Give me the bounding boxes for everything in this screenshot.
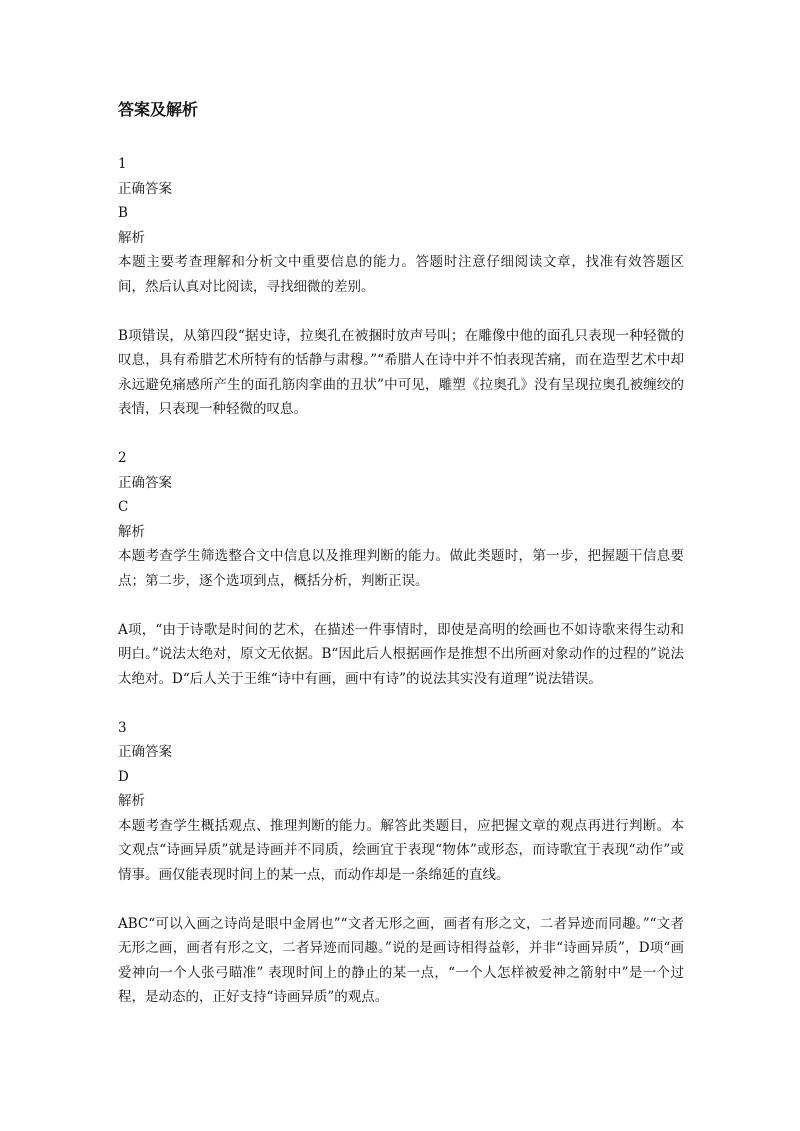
analysis-label: 解析 bbox=[118, 523, 145, 540]
question-block-3 bbox=[118, 716, 684, 1010]
answer-label: 正确答案 bbox=[118, 744, 172, 760]
answer-value: D bbox=[118, 768, 129, 785]
analysis-detail: ABC“可以入画之诗尚是眼中金屑也”“文者无形之画，画者有形之文，二者异迹而同趣。”“文者无形之画，画者有形之文，二者异迹而同趣。”说的是画诗相得益彰，并非“诗画异质”，D项“画爱神向一个人张弓瞄准” 表现时间上的静止的某一点，“一个人怎样被爱神之箭射中”是一个过程，是动态的，正好支持“诗画异质”的观点。 bbox=[118, 915, 684, 1005]
question-number: 1 bbox=[118, 156, 127, 172]
question-number: 3 bbox=[118, 719, 127, 736]
analysis-text: 本题主要考查理解和分析文中重要信息的能力。答题时注意仔细阅读文章，找准有效答题区间，然后认真对比阅读，寻找细微的差别。 bbox=[118, 254, 684, 295]
analysis-detail: A项，“由于诗歌是时间的艺术，在描述一件事情时，即使是高明的绘画也不如诗歌来得生动和明白。”说法太绝对，原文无依据。B“因此后人根据画作是推想不出所画对象动作的过程的”说法太绝对。D“后人关于王维“诗中有画，画中有诗”的说法其实没有道理”说法错误。 bbox=[118, 621, 684, 687]
analysis-text: 本题考查学生筛选整合文中信息以及推理判断的能力。做此类题时，第一步，把握题干信息要点；第二步，逐个选项到点，概括分析，判断正误。 bbox=[118, 548, 684, 589]
question-block-1 bbox=[118, 152, 684, 422]
answer-label: 正确答案 bbox=[118, 474, 172, 491]
analysis-text: 本题考查学生概括观点、推理判断的能力。解答此类题目，应把握文章的观点再进行判断。本文观点“诗画异质”就是诗画并不同质，绘画宜于表现“物体”或形态，而诗歌宜于表现“动作”或情事。画仅能表现时间上的某一点，而动作却是一条绵延的直线。 bbox=[118, 817, 684, 883]
answer-value: C bbox=[118, 499, 129, 515]
analysis-label: 解析 bbox=[118, 229, 145, 246]
page-title: 答案及解析 bbox=[118, 100, 199, 119]
question-block-2 bbox=[118, 446, 684, 691]
question-number: 2 bbox=[118, 450, 127, 466]
answer-label: 正确答案 bbox=[118, 180, 172, 197]
analysis-detail: B项错误，从第四段“据史诗，拉奥孔在被捆时放声号叫；在雕像中他的面孔只表现一种轻微的叹息，具有希腊艺术所特有的恬静与肃穆。”“希腊人在诗中并不怕表现苦痛，而在造型艺术中却永远避免痛感所产生的面孔筋肉挛曲的丑状”中可见，雕塑《拉奥孔》没有呈现拉奥孔被缠绞的表情，只表现一种轻微的叹息。 bbox=[118, 327, 684, 417]
answer-value: B bbox=[118, 205, 128, 221]
analysis-label: 解析 bbox=[118, 793, 145, 809]
answer-document bbox=[118, 98, 684, 1034]
